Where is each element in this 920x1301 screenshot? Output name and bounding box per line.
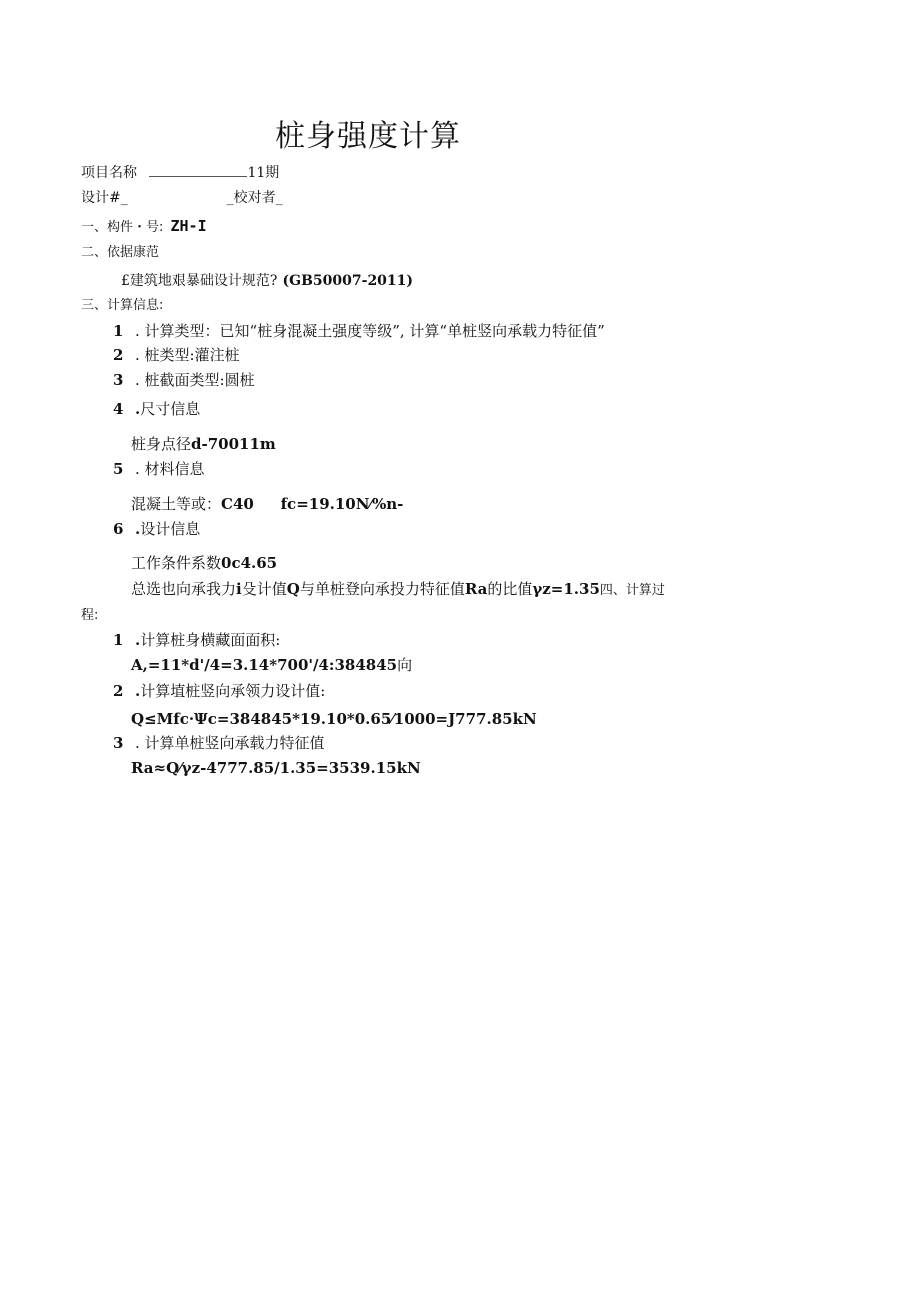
project-name-blank xyxy=(149,175,247,177)
design-capacity-item xyxy=(113,684,325,699)
section-calc-info-heading: 三、计算信息: xyxy=(81,298,164,313)
item-number: 2 xyxy=(113,682,124,700)
design-info-text: 设计信息 xyxy=(140,520,201,538)
ratio-text-part: 的比值 xyxy=(487,580,533,598)
char-capacity-item xyxy=(113,736,325,751)
ratio-text-part: 总选也向承我力 xyxy=(131,580,237,598)
pile-diameter-line xyxy=(131,437,276,452)
work-condition-value: 0c4.65 xyxy=(221,554,278,572)
code-reference xyxy=(121,272,413,288)
area-calc-text: 计算桩身横藏面面积: xyxy=(140,631,281,649)
work-condition-line xyxy=(131,556,277,571)
dimension-text: 尺寸信息 xyxy=(140,400,201,418)
checker-label: _校对者_ xyxy=(226,190,283,206)
code-number: (GB50007-2011) xyxy=(282,273,414,289)
member-no-value: ZH-I xyxy=(170,217,207,235)
calc-type-text: . 计算类型：已知“桩身混凝土强度等级”, 计算“单桩竖向承载力特征值” xyxy=(135,322,605,340)
section-type-text: . 桩截面类型:圆桩 xyxy=(135,371,255,389)
design-capacity-text: 计算埴桩竖向承领力设计值: xyxy=(140,682,326,700)
item-number: 2 xyxy=(113,346,124,364)
work-condition-label: 工作条件系数 xyxy=(131,554,222,572)
item-number: 3 xyxy=(113,734,124,752)
item-dot: . xyxy=(135,520,141,538)
material-item xyxy=(113,462,205,477)
code-title: £建筑地艰暴础设计规范? xyxy=(121,273,278,289)
item-dot: . xyxy=(135,631,141,649)
project-name-label: 项目名称 xyxy=(81,165,137,181)
concrete-fc-value: fc=19.10N⁄%n- xyxy=(280,495,404,513)
project-name-value: 11期 xyxy=(247,165,280,181)
char-capacity-text: . 计算单桩竖向承载力特征值 xyxy=(135,734,325,752)
item-number: 5 xyxy=(113,460,124,478)
area-calc-item xyxy=(113,633,280,648)
designer-label: 设计#_ xyxy=(81,190,128,206)
ratio-line xyxy=(131,582,665,597)
item-number: 3 xyxy=(113,371,124,389)
item-number: 1 xyxy=(113,631,124,649)
material-text: . 材料信息 xyxy=(135,460,205,478)
concrete-grade-label: 混凝土等或： xyxy=(131,495,222,513)
pile-diameter-label: 桩身点径 xyxy=(131,435,192,453)
design-info-item xyxy=(113,522,200,537)
project-name-row xyxy=(81,166,279,180)
section-code-heading: 二、依据康范 xyxy=(81,245,160,260)
item-dot: . xyxy=(135,400,141,418)
area-formula-unit: 向 xyxy=(397,656,413,674)
calc-type-item xyxy=(113,324,605,339)
area-formula-expr: A,=11*d'/4=3.14*700'/4:384845 xyxy=(131,656,398,674)
designer-blank xyxy=(132,200,222,202)
dimension-item xyxy=(113,402,200,417)
concrete-grade-line xyxy=(131,497,403,512)
section-member-no xyxy=(81,218,207,234)
pile-diameter-value: d-70011m xyxy=(191,435,276,453)
ratio-bold-part: i xyxy=(236,580,242,598)
designer-row xyxy=(81,191,283,205)
ratio-text-part: 与单桩登向承投力特征值 xyxy=(299,580,465,598)
item-number: 1 xyxy=(113,322,124,340)
section-process-heading-cont: 程: xyxy=(81,608,99,623)
page-title: 桩身强度计算 xyxy=(275,119,461,154)
design-capacity-formula: Q≤Mfc·Ψc=384845*19.10*0.65⁄1000=J777.85kN xyxy=(131,710,537,728)
pile-type-text: . 桩类型:灌注桩 xyxy=(135,346,240,364)
section-type-item xyxy=(113,373,255,388)
pile-type-item xyxy=(113,348,240,363)
item-number: 6 xyxy=(113,520,124,538)
area-formula xyxy=(131,658,412,673)
ratio-text-part: 殳计值 xyxy=(241,580,287,598)
ratio-value: γz=1.35 xyxy=(532,580,600,598)
member-no-label: 一、构件・号: xyxy=(81,220,164,235)
item-dot: . xyxy=(135,682,141,700)
ratio-bold-part: Q xyxy=(286,580,300,598)
concrete-grade-value: C40 xyxy=(221,495,254,513)
item-number: 4 xyxy=(113,400,124,418)
section-process-heading: 四、计算过 xyxy=(599,583,665,598)
ratio-bold-part: Ra xyxy=(464,580,488,598)
char-capacity-formula: Ra≈Q⁄γz-4777.85/1.35=3539.15kN xyxy=(131,759,421,777)
